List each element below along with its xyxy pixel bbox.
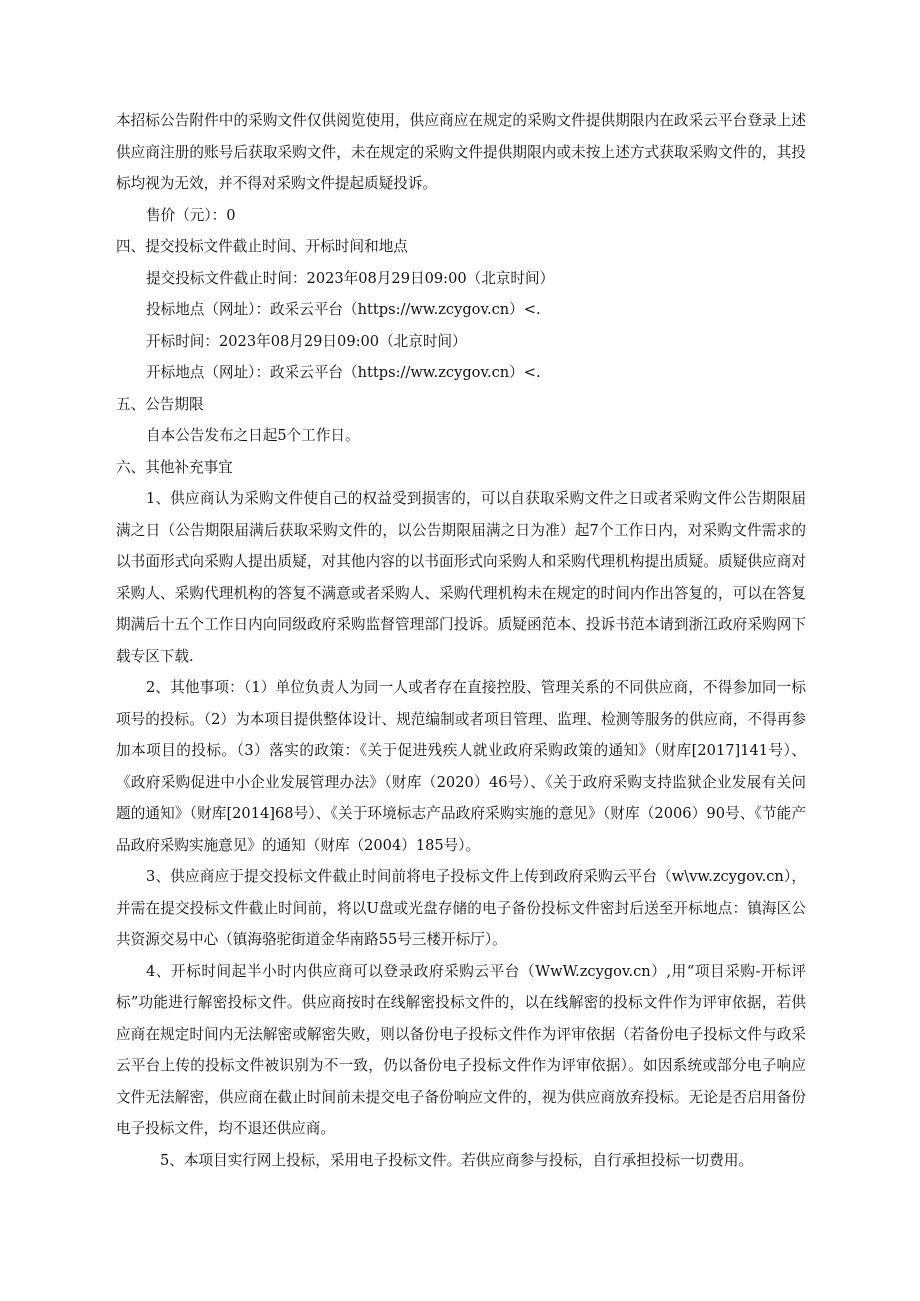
- supplement-item-5: 5、本项目实行网上投标，采用电子投标文件。若供应商参与投标，自行承担投标一切费用。: [160, 1151, 754, 1169]
- supplement-item-1: 1、供应商认为采购文件使自己的权益受到损害的，可以自获取采购文件之日或者采购文件公告期限届满之日（公告期限届满后获取采购文件的，以公告期限届满之日为准）起7个工作日内，对采购文件需求的以书面形式向采购人提出质疑，对其他内容的以书面形式向采购人和采购代理机构提出质疑。质疑供应商对采购人、采购代理机构的答复不满意或者采购人、采购代理机构未在规定的时间内作出答复的，可以在答复期满后十五个工作日内向同级政府采购监督管理部门投诉。质疑函范本、投诉书范本请到浙江政府采购网下载专区下载.: [116, 490, 806, 665]
- section-6-heading: 六、其他补充事宜: [116, 458, 233, 476]
- announcement-period: 自本公告发布之日起5个工作日。: [146, 427, 360, 444]
- bid-open-time: 开标时间：2023年08月29日09:00（北京时间）: [146, 332, 467, 350]
- section-4-heading: 四、提交投标文件截止时间、开标时间和地点: [116, 238, 408, 255]
- price-line: 售价（元）：0: [146, 206, 236, 224]
- supplement-item-3: 3、供应商应于提交投标文件截止时间前将电子投标文件上传到政府采购云平台（w\vw.zcygov.cn），并需在提交投标文件截止时间前，将以U盘或光盘存储的电子备份投标文件密封后送至开标地点：镇海区公共资源交易中心（镇海骆驼街道金华南路55号三楼开标厅）。: [116, 868, 806, 948]
- section-5-heading: 五、公告期限: [116, 395, 204, 413]
- intro-paragraph: 本招标公告附件中的采购文件仅供阅览使用，供应商应在规定的采购文件提供期限内在政采云平台登录上述供应商注册的账号后获取采购文件，未在规定的采购文件提供期限内或未按上述方式获取采购文件的，其投标均视为无效，并不得对采购文件提起质疑投诉。: [116, 112, 806, 192]
- bid-open-location: 开标地点（网址）：政采云平台（https://ww.zcygov.cn）<.: [146, 364, 541, 381]
- supplement-item-2: 2、其他事项：（1）单位负责人为同一人或者存在直接控股、管理关系的不同供应商，不得参加同一标项号的投标。（2）为本项目提供整体设计、规范编制或者项目管理、监理、检测等服务的供应商，不得再参加本项目的投标。（3）落实的政策：《关于促进残疾人就业政府采购政策的通知》（财库[2017]141号）、《政府采购促进中小企业发展管理办法》（财库（2020）46号）、《关于政府采购支持监狱企业发展有关问题的通知》（财库[2014]68号）、《关于环境标志产品政府采购实施的意见》（财库（2006）90号、《节能产品政府采购实施意见》的通知（财库（2004）185号）。: [116, 679, 806, 854]
- supplement-item-4: 4、开标时间起半小时内供应商可以登录政府采购云平台（WwW.zcygov.cn）,用“项目采购-开标评标”功能进行解密投标文件。供应商按时在线解密投标文件的，以在线解密的投标文件作为评审依据，若供应商在规定时间内无法解密或解密失败，则以备份电子投标文件作为评审依据（若备份电子投标文件与政采云平台上传的投标文件被识别为不一致，仍以备份电子投标文件作为评审依据）。如因系统或部分电子响应文件无法解密，供应商在截止时间前未提交电子备份响应文件的，视为供应商放弃投标。无论是否启用备份电子投标文件，均不退还供应商。: [116, 962, 806, 1137]
- bid-deadline: 提交投标文件截止时间：2023年08月29日09:00（北京时间）: [146, 269, 555, 287]
- bid-location: 投标地点（网址）：政采云平台（https://ww.zcygov.cn）<.: [146, 301, 541, 318]
- document-body: [116, 105, 806, 1176]
